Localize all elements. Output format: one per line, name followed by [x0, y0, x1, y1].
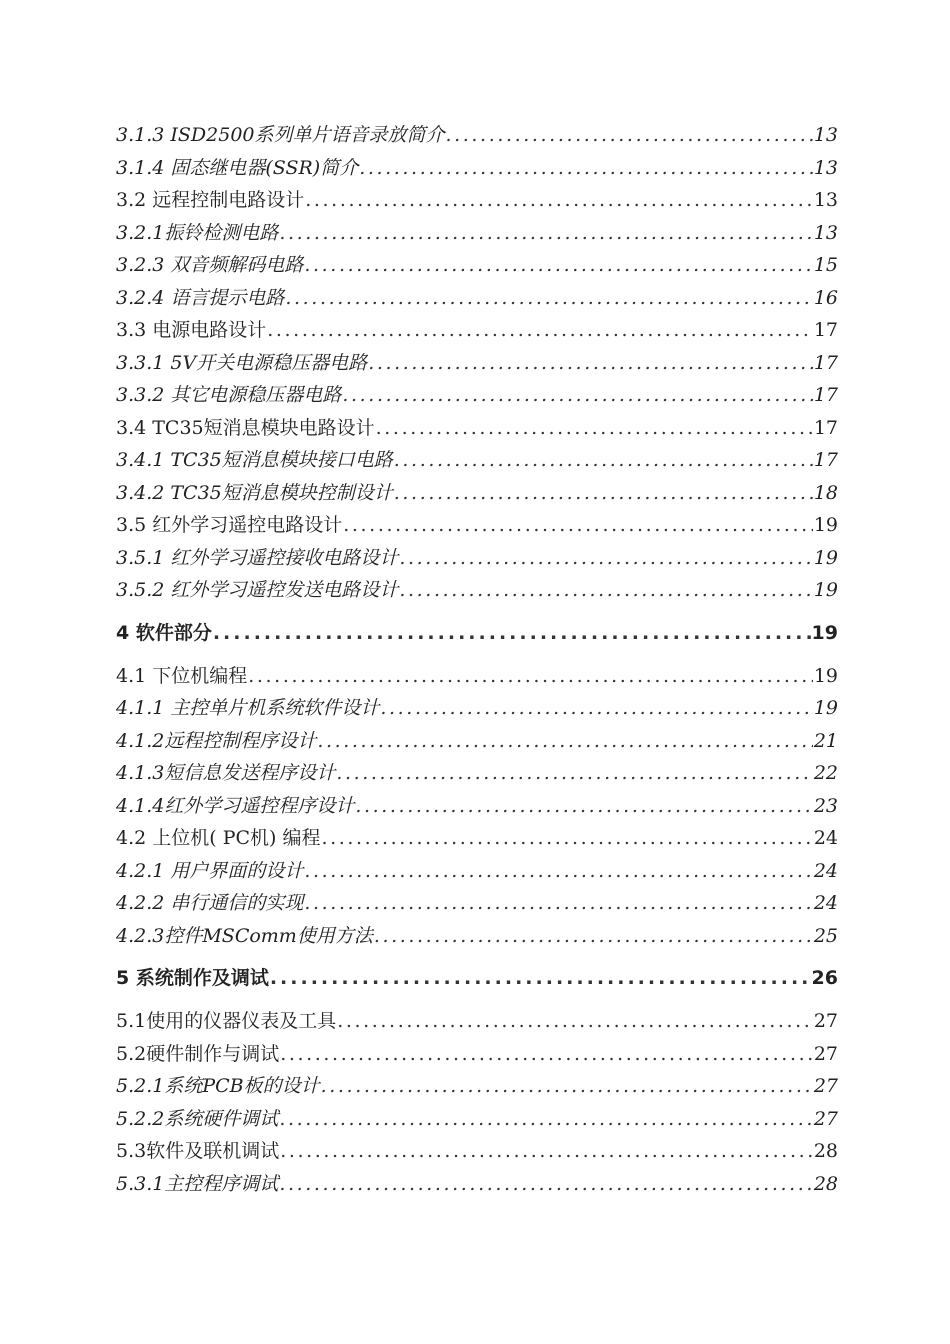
dot-leader [280, 1135, 813, 1168]
dot-leader [399, 542, 812, 575]
toc-entry-page: 27 [813, 1075, 838, 1097]
dot-leader [337, 1005, 813, 1038]
toc-entry-title: 4.2.3控件MSComm使用方法 [116, 924, 373, 947]
toc-entry[interactable] [116, 1103, 838, 1136]
toc-entry-title: 3.1.3 ISD2500系列单片语音录放简介 [116, 124, 445, 146]
toc-entry[interactable] [116, 617, 838, 649]
toc-entry-page: 13 [813, 221, 838, 244]
toc-entry[interactable] [116, 217, 838, 250]
toc-entry-title: 3.5 红外学习遥控电路设计 [116, 514, 343, 536]
dot-leader [394, 477, 813, 510]
toc-entry[interactable] [116, 962, 838, 994]
toc-entry-title: 3.3 电源电路设计 [116, 319, 267, 341]
dot-leader [321, 1070, 813, 1103]
toc-entry-page: 19 [813, 664, 838, 687]
toc-entry-title: 3.3.1 5V开关电源稳压器电路 [116, 351, 368, 374]
toc-entry[interactable] [116, 119, 838, 152]
toc-entry[interactable] [116, 1135, 838, 1168]
dot-leader [399, 574, 812, 607]
dot-leader [317, 725, 812, 758]
toc-entry-title: 3.2 远程控制电路设计 [116, 189, 305, 211]
toc-entry-page: 19 [813, 514, 838, 536]
toc-entry[interactable] [116, 509, 838, 542]
dot-leader [279, 1103, 812, 1136]
toc-entry-page: 24 [813, 827, 838, 849]
toc-entry-page: 27 [813, 1042, 838, 1065]
toc-entry[interactable] [116, 920, 838, 953]
toc-entry-title: 3.5.1 红外学习遥控接收电路设计 [116, 546, 399, 569]
toc-entry[interactable] [116, 444, 838, 477]
dot-leader [305, 184, 813, 217]
toc-entry[interactable] [116, 282, 838, 315]
toc-entry-page: 17 [813, 384, 838, 406]
toc-entry-page: 24 [813, 859, 838, 882]
toc-entry[interactable] [116, 542, 838, 575]
toc-entry-title: 4.1.4红外学习遥控程序设计 [116, 794, 355, 817]
toc-entry-page: 17 [813, 416, 838, 439]
toc-entry-title: 3.1.4 固态继电器(SSR)简介 [116, 156, 359, 179]
toc-entry-title: 4.1.1 主控单片机系统软件设计 [116, 697, 380, 719]
dot-leader [359, 152, 813, 185]
toc-entry-title: 4.1 下位机编程 [116, 664, 248, 687]
dot-leader [213, 617, 811, 649]
toc-entry[interactable] [116, 347, 838, 380]
dot-leader [285, 282, 812, 315]
toc-entry-page: 13 [813, 189, 838, 211]
toc-entry-page: 27 [813, 1010, 838, 1032]
toc-entry-page: 18 [813, 481, 838, 504]
toc-entry[interactable] [116, 1070, 838, 1103]
dot-leader [304, 249, 812, 282]
toc-entry-title: 3.2.3 双音频解码电路 [116, 254, 304, 276]
toc-entry[interactable] [116, 574, 838, 607]
dot-leader [280, 1038, 813, 1071]
dot-leader [248, 660, 813, 693]
toc-entry-title: 3.3.2 其它电源稳压器电路 [116, 384, 342, 406]
toc-entry-page: 21 [813, 729, 838, 752]
toc-entry-page: 24 [813, 892, 838, 914]
dot-leader [304, 887, 812, 920]
dot-leader [267, 314, 813, 347]
toc-entry-page: 23 [813, 794, 838, 817]
toc-entry-page: 16 [813, 286, 838, 309]
dot-leader [279, 1168, 812, 1201]
toc-entry[interactable] [116, 790, 838, 823]
toc-entry-title: 5.2.1系统PCB板的设计 [116, 1075, 320, 1097]
toc-entry[interactable] [116, 379, 838, 412]
table-of-contents [116, 119, 838, 1200]
dot-leader [368, 347, 813, 380]
dot-leader [336, 757, 812, 790]
toc-entry-title: 3.2.1振铃检测电路 [116, 221, 279, 244]
dot-leader [279, 217, 812, 250]
toc-entry-title: 4.1.3短信息发送程序设计 [116, 762, 336, 784]
toc-entry[interactable] [116, 855, 838, 888]
toc-entry-page: 26 [811, 967, 838, 989]
toc-entry-page: 13 [813, 156, 838, 179]
toc-entry-title: 4.2 上位机( PC机) 编程 [116, 827, 321, 849]
toc-entry-page: 13 [813, 124, 838, 146]
toc-entry[interactable] [116, 887, 838, 920]
dot-leader [342, 379, 812, 412]
toc-entry[interactable] [116, 725, 838, 758]
toc-entry-page: 19 [811, 621, 838, 644]
toc-entry-page: 25 [813, 924, 838, 947]
toc-entry-title: 3.4.1 TC35短消息模块接口电路 [116, 449, 393, 471]
toc-entry[interactable] [116, 1038, 838, 1071]
toc-entry-page: 17 [813, 351, 838, 374]
toc-entry-page: 28 [813, 1140, 838, 1162]
dot-leader [374, 920, 813, 953]
toc-entry-page: 19 [813, 697, 838, 719]
toc-entry-page: 22 [813, 762, 838, 784]
toc-entry[interactable] [116, 757, 838, 790]
toc-entry[interactable] [116, 314, 838, 347]
toc-entry[interactable] [116, 1168, 838, 1201]
toc-entry[interactable] [116, 477, 838, 510]
dot-leader [304, 855, 812, 888]
toc-entry-title: 5.3软件及联机调试 [116, 1140, 280, 1162]
toc-entry-title: 3.4.2 TC35短消息模块控制设计 [116, 481, 393, 504]
toc-entry-page: 19 [813, 546, 838, 569]
toc-entry-title: 3.2.4 语言提示电路 [116, 286, 285, 309]
toc-entry[interactable] [116, 152, 838, 185]
dot-leader [270, 962, 811, 994]
toc-entry[interactable] [116, 660, 838, 693]
toc-entry-page: 27 [813, 1107, 838, 1130]
toc-entry-page: 17 [813, 449, 838, 471]
toc-entry-title: 5.3.1主控程序调试 [116, 1172, 279, 1195]
toc-entry-page: 28 [813, 1172, 838, 1195]
toc-entry-title: 5.2硬件制作与调试 [116, 1042, 280, 1065]
toc-entry-title: 5.2.2系统硬件调试 [116, 1107, 279, 1130]
toc-entry-page: 17 [813, 319, 838, 341]
toc-entry-title: 4.2.2 串行通信的实现 [116, 892, 304, 914]
toc-entry[interactable] [116, 822, 838, 855]
toc-entry-title: 5 系统制作及调试 [116, 967, 269, 989]
toc-entry[interactable] [116, 692, 838, 725]
toc-entry[interactable] [116, 1005, 838, 1038]
dot-leader [343, 509, 813, 542]
toc-entry-page: 15 [813, 254, 838, 276]
dot-leader [394, 444, 813, 477]
dot-leader [380, 692, 812, 725]
dot-leader [321, 822, 812, 855]
toc-entry[interactable] [116, 249, 838, 282]
toc-entry-title: 3.4 TC35短消息模块电路设计 [116, 416, 375, 439]
toc-entry-title: 4 软件部分 [116, 621, 212, 644]
toc-entry-title: 3.5.2 红外学习遥控发送电路设计 [116, 579, 399, 601]
toc-entry-title: 5.1使用的仪器仪表及工具 [116, 1010, 337, 1032]
dot-leader [376, 412, 813, 445]
toc-entry-page: 19 [813, 579, 838, 601]
toc-entry-title: 4.2.1 用户界面的设计 [116, 859, 304, 882]
dot-leader [446, 119, 813, 152]
dot-leader [355, 790, 812, 823]
toc-entry[interactable] [116, 412, 838, 445]
toc-entry[interactable] [116, 184, 838, 217]
toc-entry-title: 4.1.2远程控制程序设计 [116, 729, 317, 752]
